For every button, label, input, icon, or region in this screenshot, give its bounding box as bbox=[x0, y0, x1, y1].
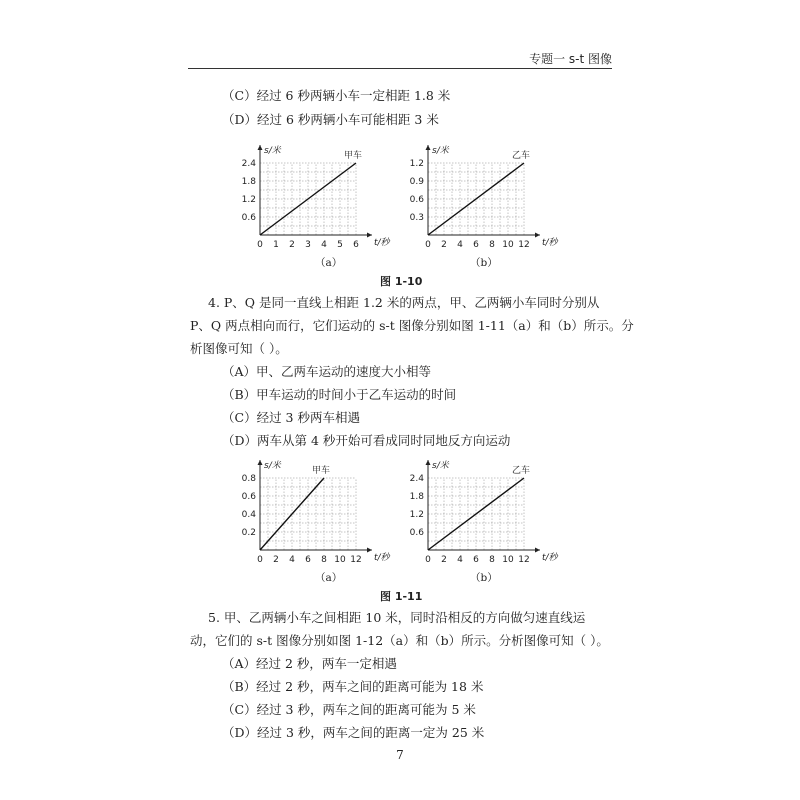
x-axis-label: t/秒 bbox=[374, 553, 390, 563]
x-tick-label: 12 bbox=[518, 240, 530, 250]
q4-option-a: （A）甲、乙两车运动的速度大小相等 bbox=[222, 364, 432, 379]
y-tick-label: 0.4 bbox=[241, 510, 256, 520]
q5-option-a: （A）经过 2 秒，两车一定相遇 bbox=[222, 656, 397, 671]
q5-option-d: （D）经过 3 秒，两车之间的距离一定为 25 米 bbox=[222, 725, 485, 740]
y-tick-label: 1.8 bbox=[241, 177, 256, 187]
q4-line-3: 析图像可知（ ）。 bbox=[190, 341, 288, 356]
fig-1-10-caption: 图 1-10 bbox=[380, 275, 423, 288]
q4-line-1: 4. P、Q 是同一直线上相距 1.2 米的两点，甲、乙两辆小车同时分别从 bbox=[208, 295, 600, 310]
chart-1-11-b bbox=[393, 450, 568, 565]
x-tick-label: 0 bbox=[257, 555, 263, 565]
y-axis-label: s/米 bbox=[264, 146, 281, 156]
q5-line-1: 5. 甲、乙两辆小车之间相距 10 米，同时沿相反的方向做匀速直线运 bbox=[208, 610, 586, 625]
x-axis-arrow bbox=[535, 233, 540, 238]
y-tick-label: 0.9 bbox=[409, 177, 424, 187]
page-number: 7 bbox=[396, 748, 404, 762]
q5-line-2: 动，它们的 s-t 图像分别如图 1-12（a）和（b）所示。分析图像可知（ ）。 bbox=[190, 633, 609, 648]
fig-1-11-caption: 图 1-11 bbox=[380, 590, 423, 603]
y-tick-label: 1.2 bbox=[241, 195, 256, 205]
y-tick-label: 1.2 bbox=[409, 510, 424, 520]
q3-option-d: （D）经过 6 秒两辆小车可能相距 3 米 bbox=[222, 112, 439, 127]
q4-option-d: （D）两车从第 4 秒开始可看成同时同地反方向运动 bbox=[222, 433, 511, 448]
y-axis-arrow bbox=[426, 460, 431, 465]
q3-option-c: （C）经过 6 秒两辆小车一定相距 1.8 米 bbox=[222, 88, 451, 103]
x-tick-label: 4 bbox=[321, 240, 327, 250]
y-tick-label: 2.4 bbox=[241, 159, 256, 169]
x-tick-label: 4 bbox=[457, 240, 463, 250]
x-tick-label: 2 bbox=[441, 555, 447, 565]
q4-line-2: P、Q 两点相向而行，它们运动的 s-t 图像分别如图 1-11（a）和（b）所示。分 bbox=[190, 318, 634, 333]
fig-1-10-a-label: （a） bbox=[315, 257, 343, 269]
q4-option-c: （C）经过 3 秒两车相遇 bbox=[222, 410, 360, 425]
x-tick-label: 1 bbox=[273, 240, 279, 250]
chart-1-11-a bbox=[225, 450, 400, 565]
y-axis-label: s/米 bbox=[432, 461, 449, 471]
q5-option-b: （B）经过 2 秒，两车之间的距离可能为 18 米 bbox=[222, 679, 484, 694]
q4-option-b: （B）甲车运动的时间小于乙车运动的时间 bbox=[222, 387, 457, 402]
y-axis-arrow bbox=[426, 145, 431, 150]
x-tick-label: 2 bbox=[273, 555, 279, 565]
chart-1-10-a bbox=[225, 135, 400, 250]
x-axis-label: t/秒 bbox=[542, 238, 558, 248]
x-tick-label: 3 bbox=[305, 240, 311, 250]
y-tick-label: 2.4 bbox=[409, 474, 424, 484]
series-label: 乙车 bbox=[512, 466, 531, 476]
x-tick-label: 12 bbox=[518, 555, 530, 565]
fig-1-11-a-label: （a） bbox=[315, 572, 343, 584]
x-tick-label: 10 bbox=[502, 555, 514, 565]
x-tick-label: 8 bbox=[321, 555, 327, 565]
y-tick-label: 1.2 bbox=[409, 159, 424, 169]
y-tick-label: 0.6 bbox=[409, 528, 424, 538]
x-axis-label: t/秒 bbox=[542, 553, 558, 563]
x-axis-arrow bbox=[367, 548, 372, 553]
x-tick-label: 2 bbox=[441, 240, 447, 250]
x-tick-label: 6 bbox=[473, 240, 479, 250]
y-tick-label: 0.3 bbox=[409, 213, 424, 223]
y-tick-label: 1.8 bbox=[409, 492, 424, 502]
x-tick-label: 0 bbox=[425, 240, 431, 250]
x-tick-label: 5 bbox=[337, 240, 343, 250]
x-tick-label: 10 bbox=[334, 555, 346, 565]
x-tick-label: 2 bbox=[289, 240, 295, 250]
x-tick-label: 6 bbox=[353, 240, 359, 250]
x-axis-arrow bbox=[535, 548, 540, 553]
q5-option-c: （C）经过 3 秒，两车之间的距离可能为 5 米 bbox=[222, 702, 476, 717]
y-axis-arrow bbox=[258, 145, 263, 150]
y-tick-label: 0.6 bbox=[409, 195, 424, 205]
running-header: 专题一 s-t 图像 bbox=[529, 52, 612, 66]
x-tick-label: 12 bbox=[350, 555, 362, 565]
header-rule bbox=[188, 68, 612, 69]
x-tick-label: 8 bbox=[489, 240, 495, 250]
series-label: 甲车 bbox=[312, 466, 331, 476]
y-axis-label: s/米 bbox=[432, 146, 449, 156]
chart-1-10-b bbox=[393, 135, 568, 250]
x-tick-label: 4 bbox=[457, 555, 463, 565]
y-axis-arrow bbox=[258, 460, 263, 465]
y-axis-label: s/米 bbox=[264, 461, 281, 471]
series-label: 甲车 bbox=[344, 151, 363, 161]
x-axis-label: t/秒 bbox=[374, 238, 390, 248]
fig-1-10-b-label: （b） bbox=[470, 257, 498, 269]
y-tick-label: 0.2 bbox=[241, 528, 256, 538]
x-tick-label: 6 bbox=[473, 555, 479, 565]
y-tick-label: 0.6 bbox=[241, 213, 256, 223]
fig-1-11-b-label: （b） bbox=[470, 572, 498, 584]
x-tick-label: 8 bbox=[489, 555, 495, 565]
x-tick-label: 0 bbox=[257, 240, 263, 250]
x-tick-label: 6 bbox=[305, 555, 311, 565]
y-tick-label: 0.6 bbox=[241, 492, 256, 502]
x-tick-label: 4 bbox=[289, 555, 295, 565]
series-label: 乙车 bbox=[512, 151, 531, 161]
y-tick-label: 0.8 bbox=[241, 474, 256, 484]
x-tick-label: 0 bbox=[425, 555, 431, 565]
x-tick-label: 10 bbox=[502, 240, 514, 250]
x-axis-arrow bbox=[367, 233, 372, 238]
